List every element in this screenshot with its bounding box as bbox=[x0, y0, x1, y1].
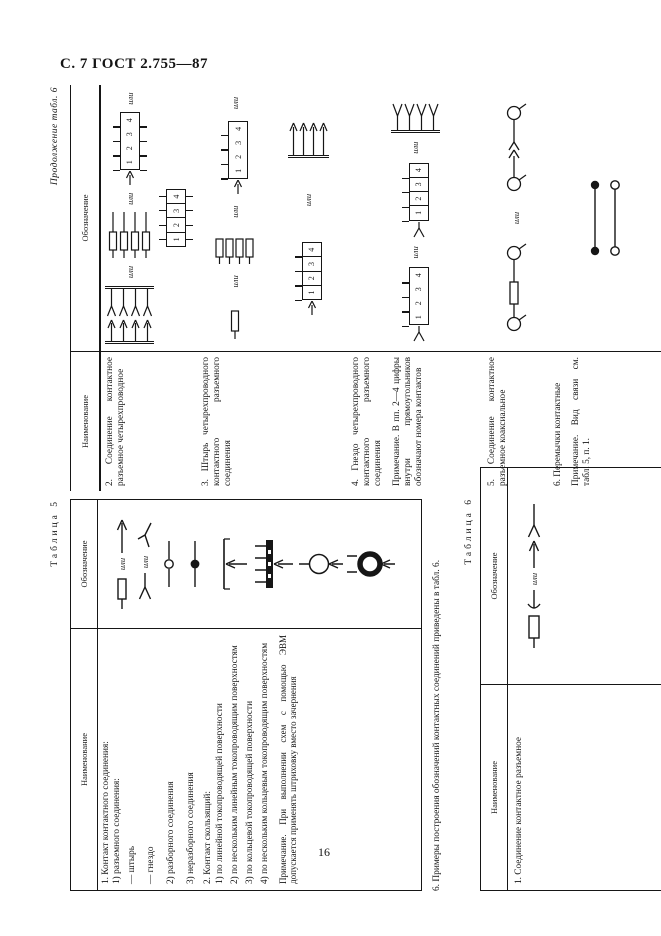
sliding-linear-icon bbox=[217, 535, 247, 593]
contact-number: 3 bbox=[410, 178, 428, 192]
or-label: или bbox=[124, 92, 135, 105]
sliding-multi-linear-icon bbox=[255, 535, 293, 593]
contact-number: 4 bbox=[125, 118, 134, 123]
or-label: или bbox=[124, 265, 135, 279]
contact-number: 4 bbox=[167, 190, 185, 204]
cont-row3-symbols bbox=[197, 85, 347, 351]
contact-number: 2 bbox=[410, 192, 428, 206]
arrow-fork-mated-icon bbox=[526, 504, 542, 568]
or-label: или bbox=[511, 211, 521, 225]
cont-symbol-header: Обозначение bbox=[80, 194, 90, 242]
or-label: или bbox=[124, 192, 135, 205]
permanent-joint-icon bbox=[189, 541, 201, 587]
cont-row6-symbols bbox=[549, 85, 661, 351]
document-header: С. 7 ГОСТ 2.755—87 bbox=[60, 56, 208, 72]
examples-paragraph: 6. Примеры построения обозначений контактных соединений приведены в табл. 6. bbox=[432, 559, 442, 891]
cont-symbols-column bbox=[101, 85, 661, 351]
table5-item: 1) по линейной токопроводящей поверхности bbox=[215, 703, 226, 884]
or-label: или bbox=[140, 555, 150, 569]
cont-row-text: 6. Перемычки контактные bbox=[553, 382, 563, 486]
contact-number: 4 bbox=[303, 243, 321, 257]
table5-item: 2. Контакт скользящий: bbox=[202, 791, 213, 884]
arrow-icon bbox=[233, 180, 243, 194]
table6-row-text: 1. Соединение контактное разъемное bbox=[514, 736, 524, 884]
cont-body bbox=[101, 85, 661, 491]
cont-row2-symbols bbox=[101, 85, 197, 351]
or-label: или bbox=[410, 246, 420, 259]
table5-symbols-cell bbox=[98, 500, 422, 628]
numbered-box-pin-icon bbox=[221, 121, 248, 194]
contact-number: 2 bbox=[303, 272, 321, 286]
arrow-icon bbox=[125, 171, 135, 185]
table6-name-header: Наименование bbox=[481, 684, 507, 890]
numbered-split-box-socket-icon bbox=[402, 163, 429, 238]
continuation-caption: Продолжение табл. 6 bbox=[50, 87, 60, 186]
numbered-box-icon bbox=[113, 112, 147, 185]
four-pin-group-icon bbox=[215, 230, 254, 264]
four-forks-bus-icon bbox=[391, 94, 440, 133]
sliding-multi-ring-icon bbox=[347, 541, 395, 587]
demountable-joint-icon bbox=[163, 541, 175, 587]
four-pair-group-icon bbox=[105, 286, 154, 344]
table6-header-row bbox=[481, 468, 508, 890]
numbered-split-box-pin-icon bbox=[295, 242, 322, 315]
table5-item: 1. Контакт контактного соединения: bbox=[101, 741, 111, 884]
pin-rectangle-icon bbox=[116, 575, 128, 609]
numbered-box-socket-icon bbox=[402, 267, 429, 342]
socket-fork-icon bbox=[138, 573, 152, 607]
contact-number: 1 bbox=[125, 160, 134, 165]
table5-item: 4) по нескольким кольцевым токопроводящим поверхностям bbox=[259, 642, 270, 884]
four-arrows-bus-icon bbox=[288, 121, 329, 158]
contact-number: 3 bbox=[414, 287, 423, 292]
table5-header-row bbox=[71, 500, 98, 890]
table5-symbol-header: Обозначение bbox=[79, 540, 89, 588]
table6-symbol-header: Обозначение bbox=[489, 552, 499, 600]
cont-header-row bbox=[71, 85, 101, 491]
cont-row6-cell bbox=[549, 352, 661, 491]
pin-arrow-icon bbox=[116, 519, 128, 553]
jumper-group-icon bbox=[589, 179, 621, 257]
arrow-icon bbox=[307, 301, 317, 315]
contact-number: 2 bbox=[167, 219, 185, 233]
cont-row-text: 5. Соединение контактное разъемное коаксиальное bbox=[487, 357, 508, 486]
table5-item: 1) разъемного соединения: bbox=[111, 778, 122, 884]
numbered-split-box-icon bbox=[159, 189, 193, 247]
coaxial-rect-icon bbox=[504, 242, 528, 334]
symbol-socket bbox=[137, 521, 153, 607]
or-label: или bbox=[117, 557, 127, 571]
contact-number: 3 bbox=[303, 257, 321, 271]
contact-number: 3 bbox=[167, 204, 185, 218]
table6-continuation bbox=[70, 85, 661, 491]
table6-caption: Таблица 6 bbox=[464, 497, 474, 565]
table5-item: 2) по нескольким линейным токопроводящим поверхностям bbox=[230, 645, 241, 884]
cont-names-column bbox=[101, 351, 661, 491]
or-label: или bbox=[529, 572, 539, 586]
contact-number: 1 bbox=[171, 237, 181, 242]
symbol-pin bbox=[116, 519, 128, 609]
contact-number: 1 bbox=[414, 315, 423, 320]
contact-number: 3 bbox=[233, 140, 243, 145]
table6-names-cell bbox=[508, 684, 661, 890]
table5-caption: Таблица 5 bbox=[50, 499, 60, 567]
or-label: или bbox=[229, 96, 240, 110]
contact-number: 1 bbox=[414, 210, 423, 215]
table6-body bbox=[508, 468, 661, 890]
contact-number: 1 bbox=[233, 168, 243, 173]
page-number: 16 bbox=[318, 845, 330, 859]
table5-name-header: Наименование bbox=[71, 628, 97, 890]
socket-fork-icon bbox=[137, 521, 153, 551]
contact-number: 2 bbox=[125, 146, 134, 151]
symbol-detachable-connection bbox=[526, 504, 542, 648]
cont-row-note: Примечание. В пп. 2—4 цифры внутри прямоугольников обозначают номера контактов bbox=[391, 357, 424, 486]
table6-symbols-cell bbox=[508, 468, 661, 684]
contact-number: 1 bbox=[307, 290, 317, 295]
table5-names-cell bbox=[98, 628, 422, 890]
table5-item: 3) по кольцевой токопроводящей поверхности bbox=[245, 700, 256, 884]
contact-number: 4 bbox=[233, 126, 243, 131]
or-label: или bbox=[303, 193, 314, 207]
cont-row-note: Примечание. Вид связи см. табл. 5, п. 1. bbox=[570, 357, 592, 486]
or-label: или bbox=[229, 275, 240, 288]
jumper-open-icon bbox=[609, 179, 621, 257]
contact-number: 4 bbox=[410, 164, 428, 178]
table5-item: — гнездо bbox=[146, 846, 157, 884]
rotated-content bbox=[50, 85, 661, 897]
right-column bbox=[50, 85, 661, 491]
pin-socket-rect-icon bbox=[526, 590, 542, 648]
contact-number: 3 bbox=[125, 132, 134, 137]
four-pin-group-icon bbox=[108, 212, 151, 258]
cont-row-text: 3. Штырь четырехпроводного контактного разъемного соединения bbox=[201, 357, 233, 486]
sliding-ring-icon bbox=[299, 543, 343, 585]
cont-row4-symbols bbox=[347, 85, 483, 351]
fork-icon bbox=[413, 222, 425, 238]
table5-item: 3) неразборного соединения bbox=[185, 772, 196, 884]
contact-number: 4 bbox=[414, 273, 423, 278]
cont-row4-cell bbox=[347, 352, 483, 491]
table5 bbox=[70, 499, 422, 891]
fork-icon bbox=[413, 326, 425, 342]
single-pin-icon bbox=[230, 299, 240, 339]
table5-body bbox=[98, 500, 422, 890]
cont-row5-symbols bbox=[483, 85, 549, 351]
coaxial-chevron-icon bbox=[504, 102, 528, 194]
table6 bbox=[480, 467, 661, 891]
or-label: или bbox=[410, 141, 420, 154]
table5-note: Примечание. При выполнении схем с помощью ЭВМ допускается применять штриховку вместо зачернения bbox=[277, 635, 299, 884]
jumper-closed-icon bbox=[589, 179, 601, 257]
cont-row-text: 4. Гнездо четырехпроводного контактного разъемного соединения bbox=[351, 357, 383, 486]
left-column bbox=[50, 493, 661, 897]
or-label: или bbox=[229, 205, 240, 218]
contact-number: 2 bbox=[233, 154, 243, 159]
cont-name-header: Наименование bbox=[71, 351, 99, 491]
contact-number: 2 bbox=[414, 301, 423, 306]
table5-item: — штырь bbox=[126, 846, 137, 884]
table5-item: 2) разборного соединения bbox=[166, 781, 177, 884]
cont-row-text: 2. Соединение контактное разъемное четырехпроводное bbox=[105, 357, 126, 486]
